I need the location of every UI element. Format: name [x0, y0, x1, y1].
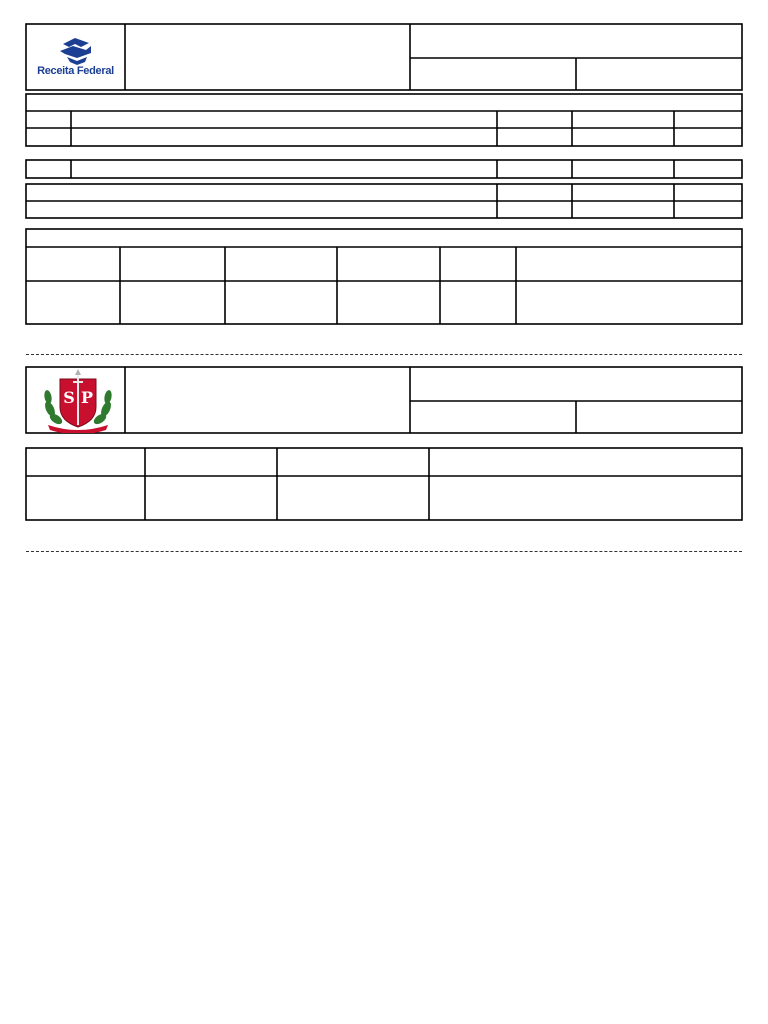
sao-paulo-coat-of-arms: [38, 369, 118, 433]
svg-text:P: P: [80, 388, 94, 407]
receita-federal-logo: [27, 26, 124, 88]
receita-federal-emblem-icon: [27, 26, 124, 88]
svg-text:S: S: [63, 388, 75, 407]
receita-federal-logo-text: Receita Federal: [37, 65, 114, 77]
coat-of-arms-icon: [38, 369, 118, 433]
cut-line: [26, 354, 742, 355]
cut-line: [26, 551, 742, 552]
